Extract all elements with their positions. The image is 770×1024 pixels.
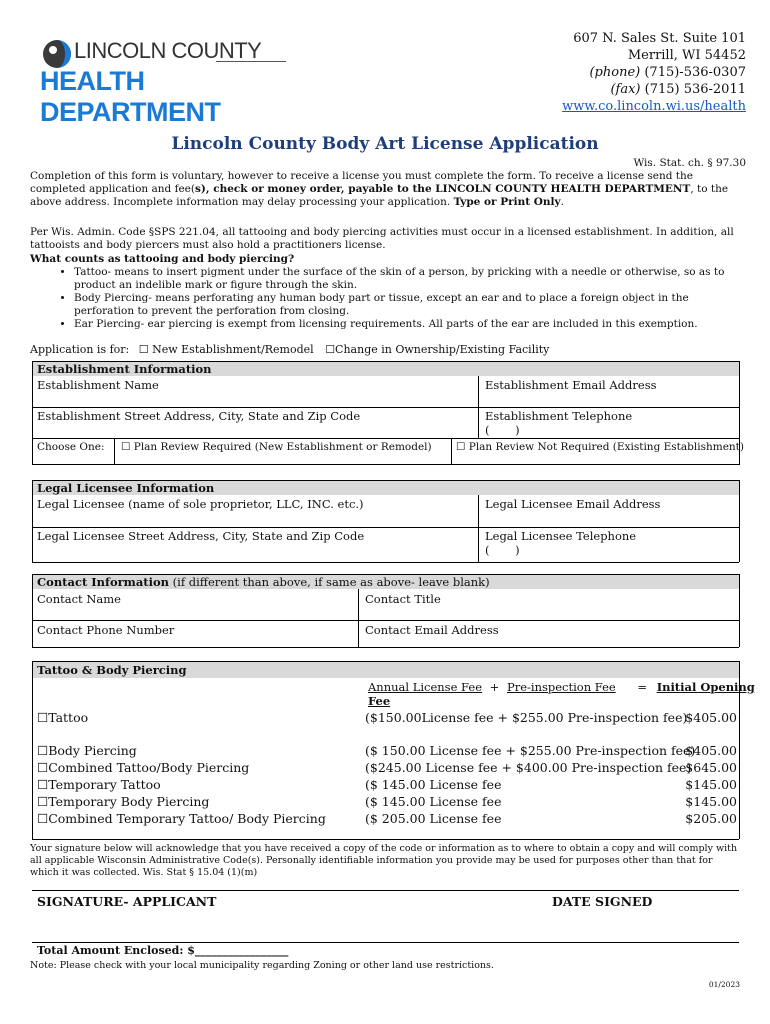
plan-review-not-required-checkbox[interactable]: ☐ Plan Review Not Required (Existing Establishment): [456, 441, 745, 453]
address-line2: Merrill, WI 54452: [627, 48, 746, 63]
definitions-list: [30, 266, 742, 331]
contact-header: Contact Information (if different than above, if same as above- leave blank): [37, 575, 490, 589]
fax-line: [562, 81, 746, 98]
col-preinspection-fee: Pre-inspection Fee: [506, 680, 616, 694]
address-block: [562, 30, 746, 115]
phone-number: (715)-536-0307: [640, 65, 746, 80]
revision-date: 01/2023: [708, 980, 740, 989]
fee-row-body-piercing-detail: ($ 150.00 License fee + $255.00 Pre-inspection fee): [365, 743, 696, 758]
establishment-address-field[interactable]: Establishment Street Address, City, State and Zip Code: [37, 409, 361, 423]
establishment-header: Establishment Information: [37, 362, 212, 376]
contact-phone-field[interactable]: Contact Phone Number: [37, 623, 175, 637]
fee-row-combined-checkbox[interactable]: ☐Combined Tattoo/Body Piercing: [37, 760, 250, 775]
licensee-email-field[interactable]: Legal Licensee Email Address: [485, 497, 661, 511]
licensee-phone-field[interactable]: Legal Licensee Telephone ( ): [485, 529, 637, 557]
fee-columns-header: Annual License Fee + Pre-inspection Fee = Initial Opening Fee: [368, 680, 755, 708]
fee-row-temp-tattoo-total: $145.00: [685, 777, 737, 792]
statute-ref: Wis. Stat. ch. § 97.30: [633, 157, 746, 169]
fee-row-temp-piercing-detail: ($ 145.00 License fee: [365, 794, 502, 809]
new-establishment-checkbox[interactable]: ☐ New Establishment/Remodel: [138, 343, 314, 356]
establishment-phone-field[interactable]: Establishment Telephone ( ): [485, 409, 633, 437]
fee-row-combined-temp-detail: ($ 205.00 License fee: [365, 811, 502, 826]
fees-header: Tattoo & Body Piercing: [37, 663, 187, 677]
contact-name-field[interactable]: Contact Name: [37, 592, 121, 606]
bullet-tattoo: • Tattoo- means to insert pigment under the surface of the skin of a person, by pricking with a needle or otherwise, so as to product an indelible mark or figure through the skin.: [74, 266, 742, 292]
logo-line2: HEALTH DEPARTMENT: [40, 66, 221, 127]
col-annual-fee: Annual License Fee: [368, 680, 483, 694]
phone-line: [562, 64, 746, 81]
total-enclosed-field[interactable]: Total Amount Enclosed: $_________________: [37, 944, 289, 957]
signature-applicant-label: SIGNATURE- APPLICANT: [37, 894, 217, 909]
fee-row-tattoo-total: $405.00: [685, 710, 737, 725]
licensee-name-field[interactable]: Legal Licensee (name of sole proprietor, LLC, INC. etc.): [37, 497, 364, 511]
sps-paragraph: Per Wis. Admin. Code §SPS 221.04, all tattooing and body piercing activities must occur in a licensed establishment. In addition, all tattooists and body piercers must also hold a practitioners license.: [30, 226, 734, 251]
fee-row-combined-detail: ($245.00 License fee + $400.00 Pre-inspection fee): [365, 760, 692, 775]
establishment-name-field[interactable]: Establishment Name: [37, 378, 159, 392]
fee-row-body-piercing-checkbox[interactable]: ☐Body Piercing: [37, 743, 137, 758]
licensee-header: Legal Licensee Information: [37, 481, 215, 495]
fax-label: (fax): [610, 82, 641, 97]
choose-one-label: Choose One:: [37, 441, 105, 453]
fee-row-tattoo-checkbox[interactable]: ☐Tattoo: [37, 710, 89, 725]
col-initial-fee: Initial Opening Fee: [368, 680, 755, 708]
fee-row-combined-total: $645.00: [685, 760, 737, 775]
phone-label: (phone): [589, 65, 641, 80]
fee-row-temp-tattoo-detail: ($ 145.00 License fee: [365, 777, 502, 792]
fee-row-tattoo-detail: ($150.00License fee + $255.00 Pre-inspection fee): [365, 710, 688, 725]
definitions-heading: What counts as tattooing and body piercing?: [30, 253, 295, 265]
contact-email-field[interactable]: Contact Email Address: [365, 623, 499, 637]
acknowledgement-text: Your signature below will acknowledge that you have received a copy of the code or information as to where to obtain a copy and will comply with all applicable Wisconsin Administrative Code(s). Personally identifiable information you provide may be used for purposes other than that for which it was collected. Wis. Stat § 15.04 (1)(m): [30, 843, 738, 878]
page-title: Lincoln County Body Art License Application: [171, 134, 599, 154]
licensee-address-field[interactable]: Legal Licensee Street Address, City, State and Zip Code: [37, 529, 365, 543]
date-signed-label: DATE SIGNED: [552, 894, 653, 909]
fax-number: (715) 536-2011: [640, 82, 746, 97]
logo-line1: LINCOLN COUNTY: [74, 38, 262, 63]
signature-field[interactable]: [32, 912, 739, 942]
bullet-body-piercing: • Body Piercing- means perforating any human body part or tissue, except an ear and to place a foreign object in the perforation to prevent the perforation from closing.: [74, 292, 742, 318]
intro-paragraph: Completion of this form is voluntary, however to receive a license you must complete the form. To receive a license send the completed application and fee(s), check or money order, payable to the LINCOLN COUNTY HEALTH DEPARTMENT, to the above address. Incomplete information may delay processing your application. Type or Print Only.: [30, 170, 729, 208]
application-for-row: [30, 343, 549, 356]
logo: [40, 36, 300, 127]
website-link[interactable]: www.co.lincoln.wi.us/health: [562, 99, 746, 114]
application-for-label: Application is for:: [30, 343, 130, 356]
plan-review-required-checkbox[interactable]: ☐ Plan Review Required (New Establishment or Remodel): [121, 441, 432, 453]
fee-row-combined-temp-checkbox[interactable]: ☐Combined Temporary Tattoo/ Body Piercing: [37, 811, 326, 826]
address-line1: 607 N. Sales St. Suite 101: [573, 31, 746, 46]
fee-row-combined-temp-total: $205.00: [685, 811, 737, 826]
fee-row-temp-tattoo-checkbox[interactable]: ☐Temporary Tattoo: [37, 777, 161, 792]
zoning-note: Note: Please check with your local municipality regarding Zoning or other land use restrictions.: [30, 960, 494, 971]
fee-row-temp-piercing-total: $145.00: [685, 794, 737, 809]
logo-underline: [216, 61, 286, 62]
fee-row-body-piercing-total: $405.00: [685, 743, 737, 758]
establishment-email-field[interactable]: Establishment Email Address: [485, 378, 657, 392]
change-ownership-checkbox[interactable]: ☐Change in Ownership/Existing Facility: [325, 343, 550, 356]
fee-row-temp-piercing-checkbox[interactable]: ☐Temporary Body Piercing: [37, 794, 210, 809]
bullet-ear-piercing: • Ear Piercing- ear piercing is exempt from licensing requirements. All parts of the ear are included in this exemption.: [74, 318, 742, 331]
contact-title-field[interactable]: Contact Title: [365, 592, 441, 606]
